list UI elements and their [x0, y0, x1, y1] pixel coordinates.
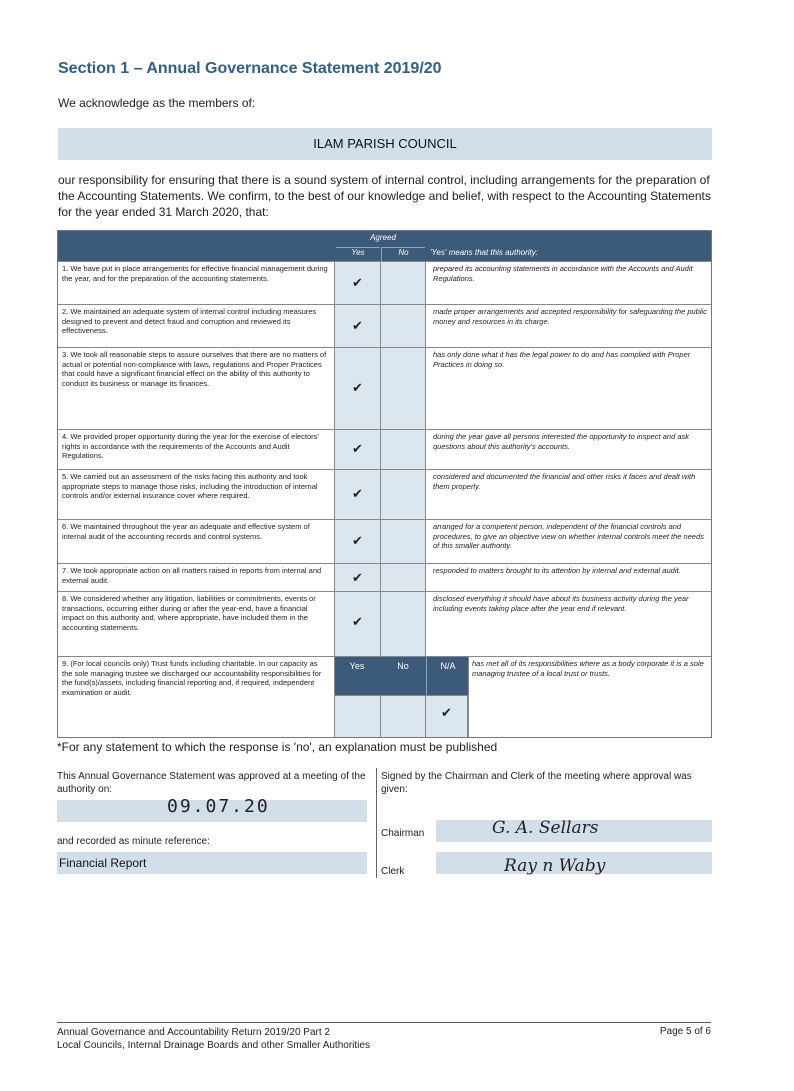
row9-yes-cell	[335, 695, 381, 737]
clerk-signature-field[interactable]	[436, 852, 712, 874]
approval-date-field[interactable]	[57, 796, 367, 822]
means-text: considered and documented the financial and other risks it faces and dealt with them properly.	[433, 472, 696, 491]
tick-icon: ✔	[352, 318, 363, 333]
yes-cell	[335, 592, 381, 656]
means-text: responded to matters brought to its attention by internal and external audit.	[433, 566, 681, 575]
table-row	[58, 429, 711, 469]
page-number: Page 5 of 6	[659, 1026, 711, 1037]
means-text: has met all of its responsibilities where as a body corporate it is a sole managing trustee of a local trust or trusts.	[468, 657, 711, 737]
footer-divider	[57, 1022, 711, 1023]
approval-divider	[376, 768, 377, 878]
approved-text: This Annual Governance Statement was approved at a meeting of the authority on:	[57, 771, 366, 795]
means-text: arranged for a competent person, independent of the financial controls and procedures, to give an objective view on whether internal controls meet the needs of this smaller authority.	[433, 522, 704, 550]
tick-icon: ✔	[352, 380, 363, 395]
footer-line-1: Annual Governance and Accountability Return 2019/20 Part 2	[57, 1027, 330, 1038]
minute-reference-label: and recorded as minute reference:	[57, 836, 210, 847]
means-text: has only done what it has the legal power to do and has complied with Proper Practices in doing so.	[433, 350, 691, 369]
table-row	[58, 347, 711, 429]
row9-yes-label: Yes	[349, 661, 365, 671]
footer-line-2: Local Councils, Internal Drainage Boards and other Smaller Authorities	[57, 1040, 370, 1051]
yes-cell	[335, 348, 381, 429]
yes-cell	[335, 430, 381, 469]
minute-reference-field[interactable]	[57, 852, 367, 874]
table-row	[58, 304, 711, 347]
table-row	[58, 519, 711, 563]
clerk-signature: Ray n Waby	[504, 856, 606, 876]
row9-no-cell	[381, 695, 426, 737]
statement-text: 7. We took appropriate action on all matters raised in reports from internal and external audit.	[58, 564, 335, 591]
tick-icon: ✔	[352, 614, 363, 629]
header-yes: Yes	[336, 247, 380, 261]
yes-cell	[335, 470, 381, 519]
tick-icon: ✔	[441, 705, 452, 720]
yes-cell	[335, 262, 381, 304]
no-cell	[381, 348, 426, 429]
tick-icon: ✔	[352, 441, 363, 456]
means-text: disclosed everything it should have about its business activity during the year including events taking place after the year end if relevant.	[433, 594, 689, 613]
means-text: during the year gave all persons interested the opportunity to inspect and ask questions about this authority's accounts.	[433, 432, 689, 451]
header-means: 'Yes' means that this authority:	[430, 248, 538, 257]
table-row	[58, 563, 711, 591]
tick-icon: ✔	[352, 275, 363, 290]
table-header	[58, 231, 711, 261]
acknowledge-text: We acknowledge as the members of:	[58, 96, 256, 110]
row9-yes-no-header	[335, 657, 426, 695]
chairman-label: Chairman	[381, 828, 425, 839]
header-agreed: Agreed	[370, 233, 396, 242]
footnote: *For any statement to which the response is 'no', an explanation must be published	[57, 740, 498, 754]
means-text: prepared its accounting statements in accordance with the Accounts and Audit Regulations.	[433, 264, 693, 283]
clerk-label: Clerk	[381, 866, 405, 877]
yes-cell	[335, 305, 381, 347]
tick-icon: ✔	[352, 570, 363, 585]
statement-text: 5. We carried out an assessment of the risks facing this authority and took appropriate steps to manage those risks, including the introduction of internal controls and/or external insurance cover where required.	[58, 470, 335, 519]
table-row	[58, 656, 711, 737]
approval-date: 09.07.20	[167, 796, 270, 817]
statement-text: 4. We provided proper opportunity during the year for the exercise of electors' rights in accordance with the requirements of the Accounts and Audit Regulations.	[58, 430, 335, 469]
no-cell	[381, 520, 426, 563]
no-cell	[381, 262, 426, 304]
row9-no-label: No	[397, 661, 409, 671]
yes-cell	[335, 520, 381, 563]
minute-reference-value: Financial Report	[59, 856, 147, 870]
no-cell	[381, 470, 426, 519]
tick-icon: ✔	[352, 486, 363, 501]
yes-cell	[335, 564, 381, 591]
table-row	[58, 261, 711, 304]
tick-icon: ✔	[352, 533, 363, 548]
section-title: Section 1 – Annual Governance Statement 2019/20	[58, 60, 442, 77]
means-text: made proper arrangements and accepted responsibility for safeguarding the public money and resources in its charge.	[433, 307, 707, 326]
table-row	[58, 469, 711, 519]
row9-na-header	[426, 657, 468, 695]
no-cell	[381, 430, 426, 469]
signed-text: Signed by the Chairman and Clerk of the meeting where approval was given:	[381, 771, 692, 795]
statement-text: 8. We considered whether any litigation, liabilities or commitments, events or transactions, occurring either during or after the year-end, have a financial impact on this authority and, where appropriate, have included them in the accounting statements.	[58, 592, 335, 656]
statement-text: 1. We have put in place arrangements for effective financial management during the year, and for the preparation of the accounting statements.	[58, 262, 335, 304]
statement-text: 6. We maintained throughout the year an adequate and effective system of internal audit of the accounting records and control systems.	[58, 520, 335, 563]
row9-na-label: N/A	[440, 661, 456, 671]
row9-na-cell	[426, 695, 468, 737]
chairman-signature: G. A. Sellars	[492, 818, 599, 838]
footer-text	[57, 1026, 370, 1052]
statement-text: 9. (For local councils only) Trust funds including charitable. In our capacity as the sole managing trustee we discharged our accountability responsibilities for the fund(s)/assets, including financial reporting and, if required, independent examination or audit.	[58, 657, 335, 737]
no-cell	[381, 564, 426, 591]
statement-text: 2. We maintained an adequate system of internal control including measures designed to prevent and detect fraud and corruption and reviewed its effectiveness.	[58, 305, 335, 347]
no-cell	[381, 305, 426, 347]
council-name: ILAM PARISH COUNCIL	[313, 136, 457, 151]
intro-text: our responsibility for ensuring that there is a sound system of internal control, including arrangements for the preparation of the Accounting Statements. We confirm, to the best of our knowledge and belief, with respect to the Accounting Statements for the year ended 31 March 2020, that:	[58, 173, 711, 219]
chairman-signature-field[interactable]	[436, 820, 712, 842]
governance-table	[57, 230, 712, 738]
header-no: No	[381, 247, 425, 261]
council-name-box	[58, 128, 712, 160]
no-cell	[381, 592, 426, 656]
statement-text: 3. We took all reasonable steps to assure ourselves that there are no matters of actual or potential non-compliance with laws, regulations and Proper Practices that could have a significant financial effect on the ability of this authority to conduct its business or manage its finances.	[58, 348, 335, 429]
table-row	[58, 591, 711, 656]
